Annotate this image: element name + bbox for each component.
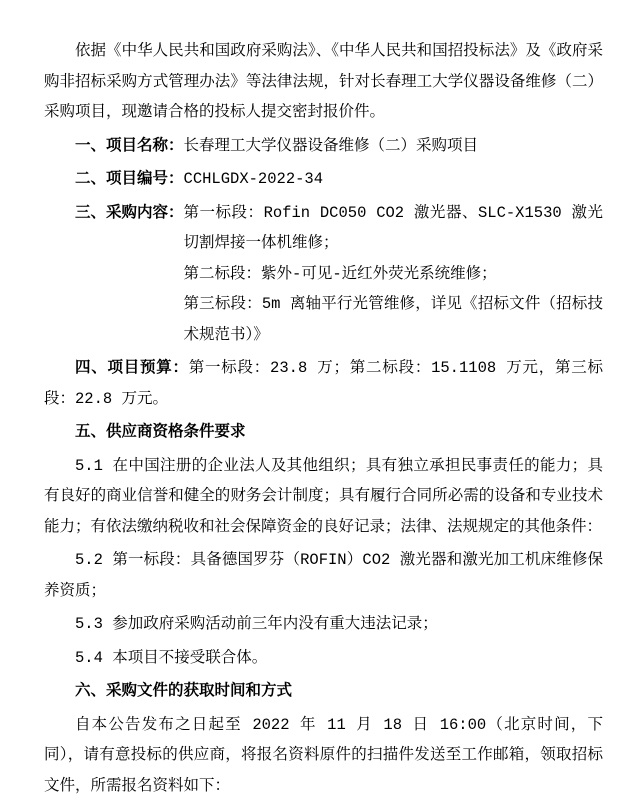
- section-3-lot-1: 第一标段：Rofin DC050 CO2 激光器、SLC-X1530 激光切割焊接一体机维修；: [183, 203, 603, 252]
- section-2-label: 二、项目编号：: [75, 170, 184, 188]
- section-5-item-3: 5.3 参加政府采购活动前三年内没有重大违法记录；: [75, 615, 438, 633]
- section-3-procurement-content: [44, 198, 603, 351]
- section-3-body: [184, 198, 603, 351]
- section-3-label: 三、采购内容：: [75, 203, 184, 222]
- section-1-label: 一、项目名称：: [75, 136, 184, 155]
- section-3-lot-3: 第三标段：5m 离轴平行光管维修，详见《招标文件（招标技术规范书）》: [183, 295, 603, 344]
- intro-paragraph: 依据《中华人民共和国政府采购法》、《中华人民共和国招投标法》及《政府采购非招标采购方式管理办法》等法律法规，针对长春理工大学仪器设备维修（二）采购项目，现邀请合格的投标人提交密封报价件。: [44, 42, 603, 121]
- section-4-label: 四、项目预算：: [75, 359, 189, 377]
- section-6-heading: 六、采购文件的获取时间和方式: [75, 682, 293, 700]
- section-5-item-4: 5.4 本项目不接受联合体。: [75, 648, 268, 667]
- section-2-text: CCHLGDX-2022-34: [183, 170, 324, 188]
- section-4-text: 第一标段：23.8 万；第二标段：15.1108 万元，第三标段：22.8 万元。: [44, 359, 603, 408]
- section-3-lot-2: 第二标段：紫外-可见-近红外荧光系统维修；: [183, 264, 497, 283]
- section-2-project-number: [44, 164, 603, 195]
- section-5-heading: 五、供应商资格条件要求: [75, 423, 246, 441]
- section-1-text: 长春理工大学仪器设备维修（二）采购项目: [183, 136, 479, 155]
- section-4-project-budget: [44, 353, 603, 414]
- section-5-item-1: 5.1 在中国注册的企业法人及其他组织；具有独立承担民事责任的能力；具有良好的商业信誉和健全的财务会计制度；具有履行合同所必需的设备和专业技术能力；有依法缴纳税收和社会保障资金的良好记录；法律、法规规定的其他条件：: [44, 456, 603, 536]
- section-1-project-name: [44, 131, 603, 162]
- section-5-item-2: 5.2 第一标段：具备德国罗芬（ROFIN）CO2 激光器和激光加工机床维修保养资质；: [44, 551, 603, 600]
- section-6-paragraph: 自本公告发布之日起至 2022 年 11 月 18 日 16:00（北京时间，下同），请有意投标的供应商，将报名资料原件的扫描件发送至工作邮箱，领取招标文件，所需报名资料如下：: [44, 715, 603, 795]
